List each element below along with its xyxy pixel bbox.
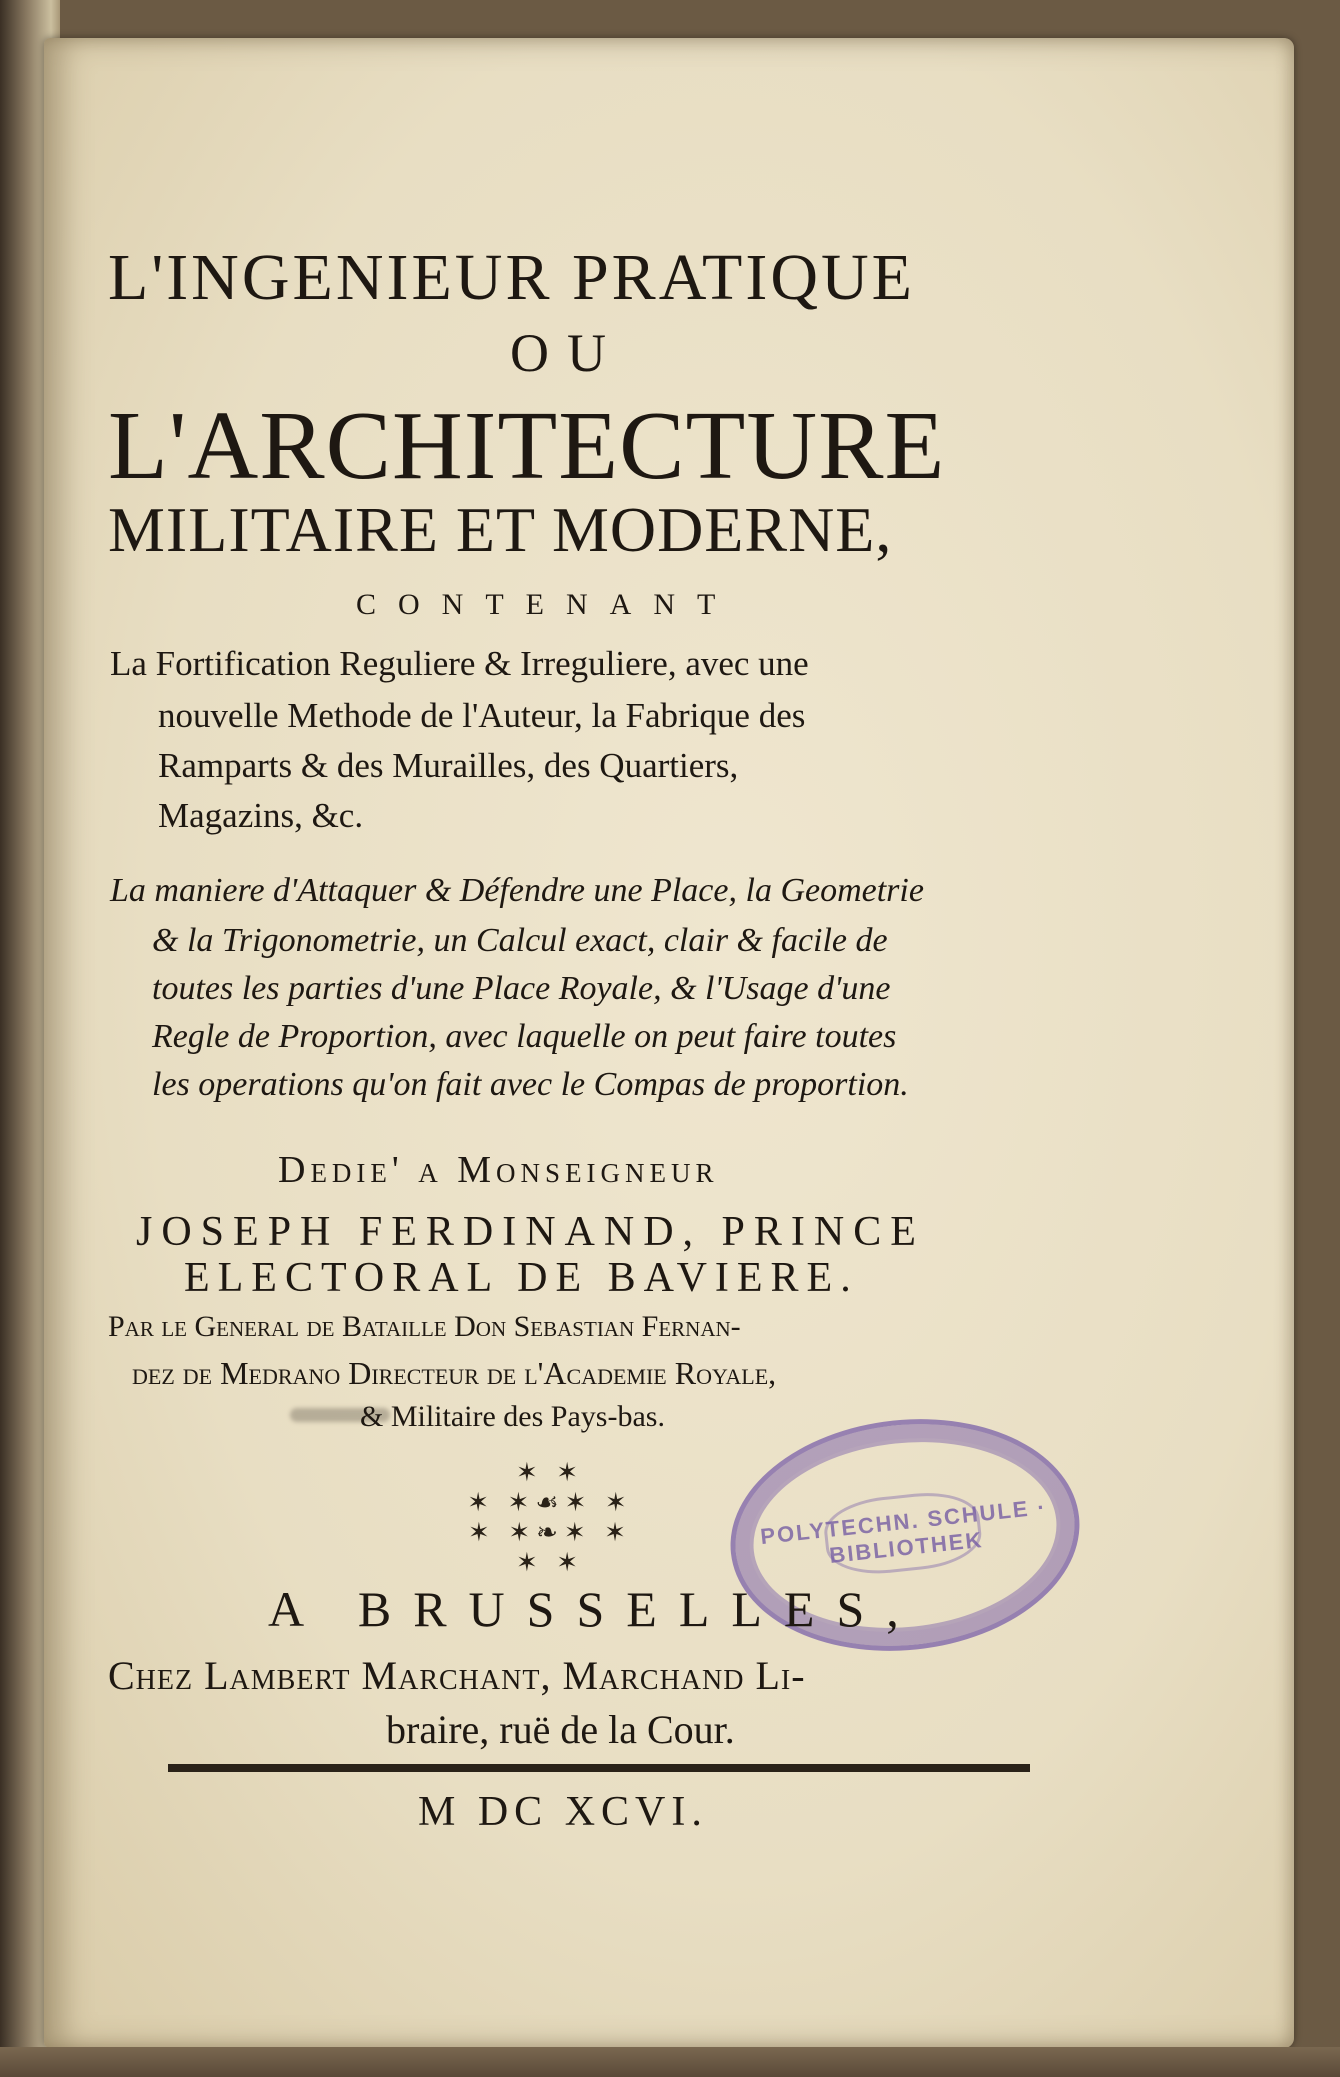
- contents-italic-line: Regle de Proportion, avec laquelle on peut faire toutes: [152, 1018, 897, 1055]
- book-bottom-edge: [0, 2047, 1340, 2077]
- contents-line: La Fortification Reguliere & Irreguliere, avec une: [110, 644, 809, 683]
- title-line-1: L'INGENIEUR PRATIQUE: [108, 241, 915, 314]
- ornament-row: ✶ ✶❧✶ ✶: [468, 1518, 632, 1547]
- ornament-row: ✶ ✶: [515, 1458, 585, 1487]
- printer-line-2: braire, ruë de la Cour.: [386, 1707, 735, 1752]
- contenant-heading: CONTENANT: [356, 588, 738, 621]
- contents-italic-line: les operations qu'on fait avec le Compas de proportion.: [152, 1066, 909, 1103]
- stamp-text: POLYTECHN. SCHULE · BIBLIOTHEK: [759, 1494, 1048, 1568]
- dedication-line: Dedie' a Monseigneur: [278, 1149, 719, 1191]
- dedicatee-line-1: JOSEPH FERDINAND, PRINCE: [136, 1209, 925, 1255]
- ornament-row: ✶ ✶☙✶ ✶: [467, 1488, 633, 1517]
- title-line-3: L'ARCHITECTURE: [108, 392, 946, 500]
- title-line-4: MILITAIRE ET MODERNE,: [108, 494, 893, 565]
- ornament-row: ✶ ✶: [515, 1548, 585, 1577]
- title-line-2: OU: [510, 323, 624, 383]
- contents-italic-line: & la Trigonometrie, un Calcul exact, clair & facile de: [152, 922, 888, 959]
- contents-line: Magazins, &c.: [158, 796, 364, 835]
- author-line-2: dez de Medrano Directeur de l'Academie Royale,: [132, 1355, 777, 1391]
- contents-line: Ramparts & des Murailles, des Quartiers,: [158, 746, 739, 785]
- contents-italic-line: La maniere d'Attaquer & Défendre une Place, la Geometrie: [110, 872, 924, 909]
- imprint-place: A BRUSSELLES,: [268, 1581, 921, 1637]
- printer-line-1: Chez Lambert Marchant, Marchand Li-: [108, 1653, 806, 1698]
- publication-year: M DC XCVI.: [418, 1789, 708, 1835]
- dedicatee-line-2: ELECTORAL DE BAVIERE.: [184, 1255, 859, 1301]
- contents-italic-line: toutes les parties d'une Place Royale, & l'Usage d'une: [152, 970, 891, 1007]
- author-line-3: & Militaire des Pays-bas.: [360, 1400, 665, 1433]
- stamp-inner-ring: [821, 1487, 984, 1579]
- double-rule: [168, 1764, 1030, 1772]
- contents-line: nouvelle Methode de l'Auteur, la Fabrique des: [158, 696, 806, 735]
- author-line-1: Par le General de Bataille Don Sebastian Fernan-: [108, 1310, 741, 1343]
- printer-ornament: [440, 1458, 660, 1578]
